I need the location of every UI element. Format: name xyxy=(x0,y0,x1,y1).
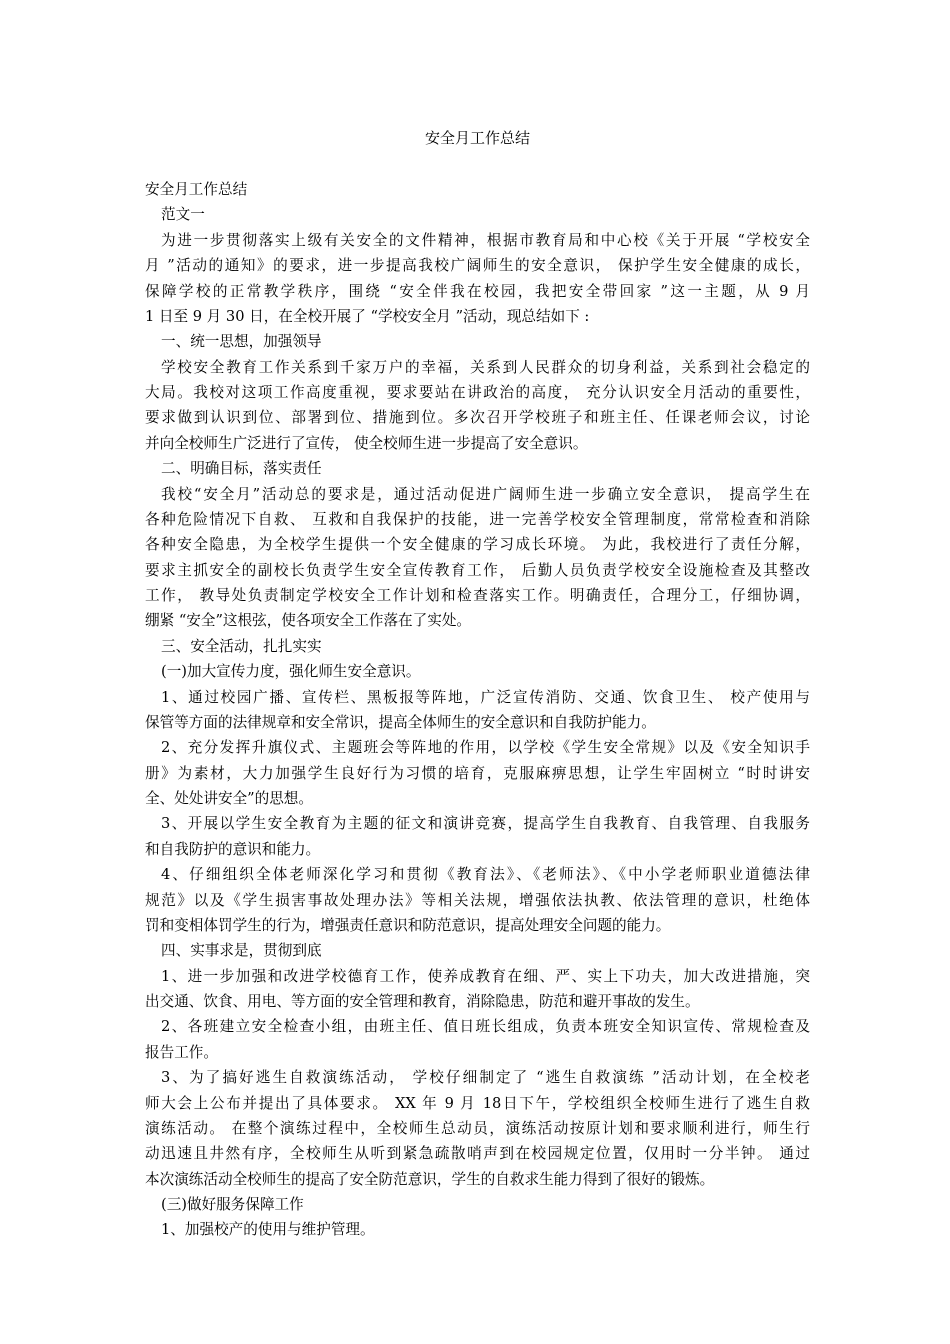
text-line: 1、进一步加强和改进学校德育工作，使养成教育在细、严、实上下功夫，加大改进措施，突 xyxy=(161,967,810,985)
text-line: 各种安全隐患，为全校学生提供一个安全健康的学习成长环境。 为此，我校进行了责任分解， xyxy=(145,536,810,554)
text-line: 动迅速且井然有序，全校师生从听到紧急疏散哨声到在校园规定位置，仅用时一分半钟。 通过 xyxy=(145,1145,810,1163)
text-line: 和自我防护的意识和能力。 xyxy=(145,840,321,858)
text-line: 册》为素材，大力加强学生良好行为习惯的培育，克服麻痹思想，让学生牢固树立 “时时讲安 xyxy=(145,764,810,782)
text-line: 罚和变相体罚学生的行为，增强责任意识和防范意识，提高处理安全问题的能力。 xyxy=(145,916,671,934)
text-line: 并向全校师生广泛进行了宣传， 使全校师生进一步提高了安全意识。 xyxy=(145,434,588,452)
text-line: 规范》以及《学生损害事故处理办法》等相关法规，增强依法执教、依法管理的意识，杜绝体 xyxy=(145,891,810,909)
text-line: 学校安全教育工作关系到千家万户的幸福，关系到人民群众的切身利益，关系到社会稳定的 xyxy=(161,358,810,376)
text-line: 本次演练活动全校师生的提高了安全防范意识，学生的自救求生能力得到了很好的锻炼。 xyxy=(145,1170,715,1188)
text-line: 三、安全活动，扎扎实实 xyxy=(161,637,322,655)
text-line: 范文一 xyxy=(161,206,205,224)
text-line: 出交通、饮食、用电、等方面的安全管理和教育，消除隐患，防范和避开事故的发生。 xyxy=(145,993,700,1010)
text-line: 要求做到认识到位、部署到位、措施到位。多次召开学校班子和班主任、任课老师会议，讨论 xyxy=(145,409,810,427)
document-title: 安全月工作总结 xyxy=(424,129,530,147)
text-line: 1、加强校产的使用与维护管理。 xyxy=(161,1221,375,1239)
text-line: 1 日至 9 月 30 日，在全校开展了 “学校安全月 ”活动，现总结如下 : xyxy=(145,307,590,325)
text-line: 我校“安全月”活动总的要求是，通过活动促进广阔师生进一步确立安全意识， 提高学生在 xyxy=(161,485,810,503)
text-line: (一)加大宣传力度，强化师生安全意识。 xyxy=(161,663,421,681)
text-line: 师大会上公布并提出了具体要求。 XX 年 9 月 18日下午，学校组织全校师生进行了逃生自救 xyxy=(145,1094,810,1112)
text-line: 3、为了搞好逃生自救演练活动， 学校仔细制定了 “逃生自救演练 ”活动计划，在全校老 xyxy=(161,1069,810,1087)
text-line: 各种危险情况下自救、 互救和自我保护的技能，进一完善学校安全管理制度，常常检查和消除 xyxy=(145,510,810,528)
text-line: (三)做好服务保障工作 xyxy=(161,1196,304,1213)
text-line: 2、各班建立安全检查小组，由班主任、值日班长组成，负责本班安全知识宣传、常规检查及 xyxy=(161,1018,810,1036)
text-line: 4、仔细组织全体老师深化学习和贯彻《教育法》、《老师法》、《中小学老师职业道德法律 xyxy=(161,866,810,884)
text-line: 工作， 教导处负责制定学校安全工作计划和检查落实工作。明确责任，合理分工，仔细协调， xyxy=(145,587,810,604)
text-line: 报告工作。 xyxy=(145,1043,218,1061)
text-line: 四、实事求是，贯彻到底 xyxy=(161,942,322,960)
text-line: 保管等方面的法律规章和安全常识，提高全体师生的安全意识和自我防护能力。 xyxy=(145,713,656,731)
document-body xyxy=(145,177,810,1243)
text-line: 一、统一思想，加强领导 xyxy=(161,333,322,351)
text-line: 二、明确目标，落实责任 xyxy=(161,460,322,478)
text-line: 全、处处讲安全”的思想。 xyxy=(145,790,313,807)
text-line: 3、开展以学生安全教育为主题的征文和演讲竞赛，提高学生自我教育、自我管理、自我服务 xyxy=(161,815,810,833)
text-line: 安全月工作总结 xyxy=(145,181,248,198)
text-line: 2、充分发挥升旗仪式、主题班会等阵地的作用，以学校《学生安全常规》以及《安全知识手 xyxy=(161,739,810,757)
text-line: 1、通过校园广播、宣传栏、黑板报等阵地，广泛宣传消防、交通、饮食卫生、 校产使用与 xyxy=(161,688,810,706)
text-line: 大局。我校对这项工作高度重视，要求要站在讲政治的高度， 充分认识安全月活动的重要性， xyxy=(145,384,810,401)
text-line: 演练活动。 在整个演练过程中，全校师生总动员，演练活动按原计划和要求顺利进行，师生行 xyxy=(145,1119,810,1137)
text-line: 为进一步贯彻落实上级有关安全的文件精神，根据市教育局和中心校《关于开展 “学校安全 xyxy=(161,231,810,249)
text-line: 保障学校的正常教学秩序，围绕 “安全伴我在校园，我把安全带回家 ”这一主题，从 9 月 xyxy=(145,282,810,300)
text-line: 绷紧 “安全”这根弦，使各项安全工作落在了实处。 xyxy=(145,612,472,630)
text-line: 要求主抓安全的副校长负责学生安全宣传教育工作， 后勤人员负责学校安全设施检查及其整改 xyxy=(145,561,810,579)
text-line: 月 ”活动的通知》的要求，进一步提高我校广阔师生的安全意识， 保护学生安全健康的成长， xyxy=(145,257,810,275)
